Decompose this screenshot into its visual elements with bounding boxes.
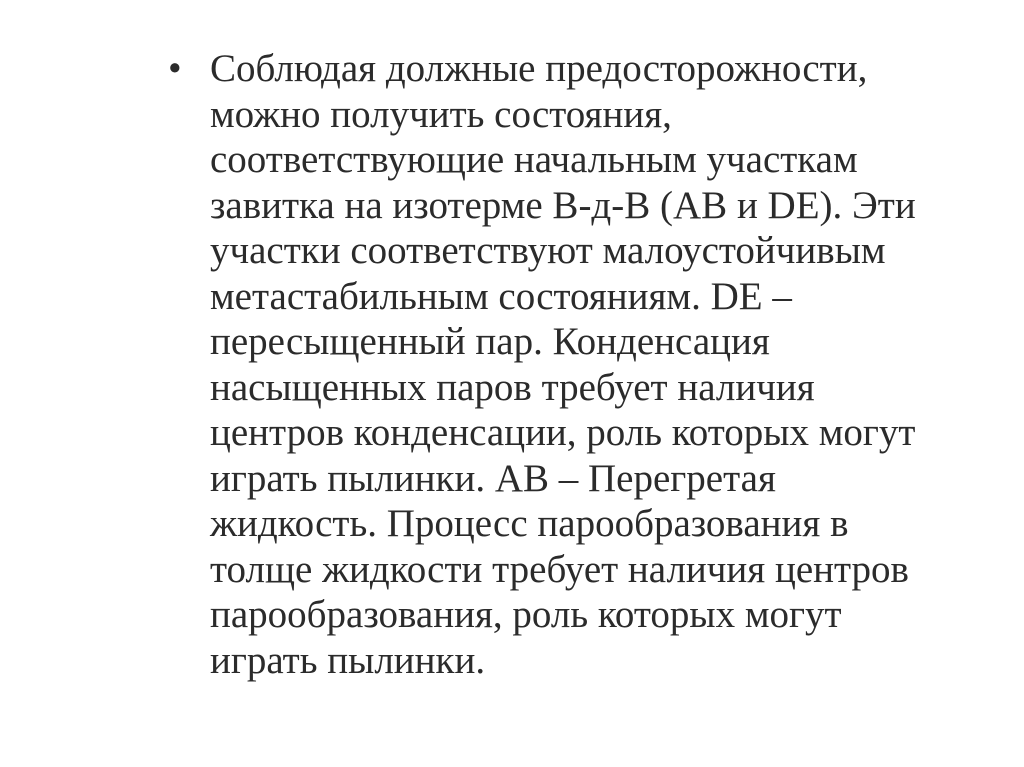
- text-line: играть пылинки. АВ – Перегретая: [210, 456, 776, 500]
- text-line: Соблюдая должные предосторожности,: [210, 47, 868, 90]
- bullet-item: [168, 46, 988, 683]
- text-line: метастабильным состояниям. DE –: [210, 274, 792, 318]
- text-line: толще жидкости требует наличия центров: [210, 547, 909, 591]
- bullet-marker: •: [168, 47, 182, 90]
- text-line: насыщенных паров требует наличия: [210, 365, 815, 409]
- text-line: соответствующие начальным участкам: [210, 138, 858, 181]
- text-line: завитка на изотерме В-д-В (АВ и DE). Эти: [210, 183, 916, 227]
- text-line: центров конденсации, роль которых могут: [210, 411, 916, 454]
- text-line: пересыщенный пар. Конденсация: [210, 320, 770, 363]
- text-line: парообразования, роль которых могут: [210, 593, 842, 636]
- text-line: участки соответствуют малоустойчивым: [210, 229, 886, 272]
- text-line: играть пылинки.: [210, 638, 486, 682]
- text-line: жидкость. Процесс парообразования в: [210, 502, 849, 545]
- bullet-list: [168, 46, 988, 683]
- text-line: можно получить состояния,: [210, 92, 672, 136]
